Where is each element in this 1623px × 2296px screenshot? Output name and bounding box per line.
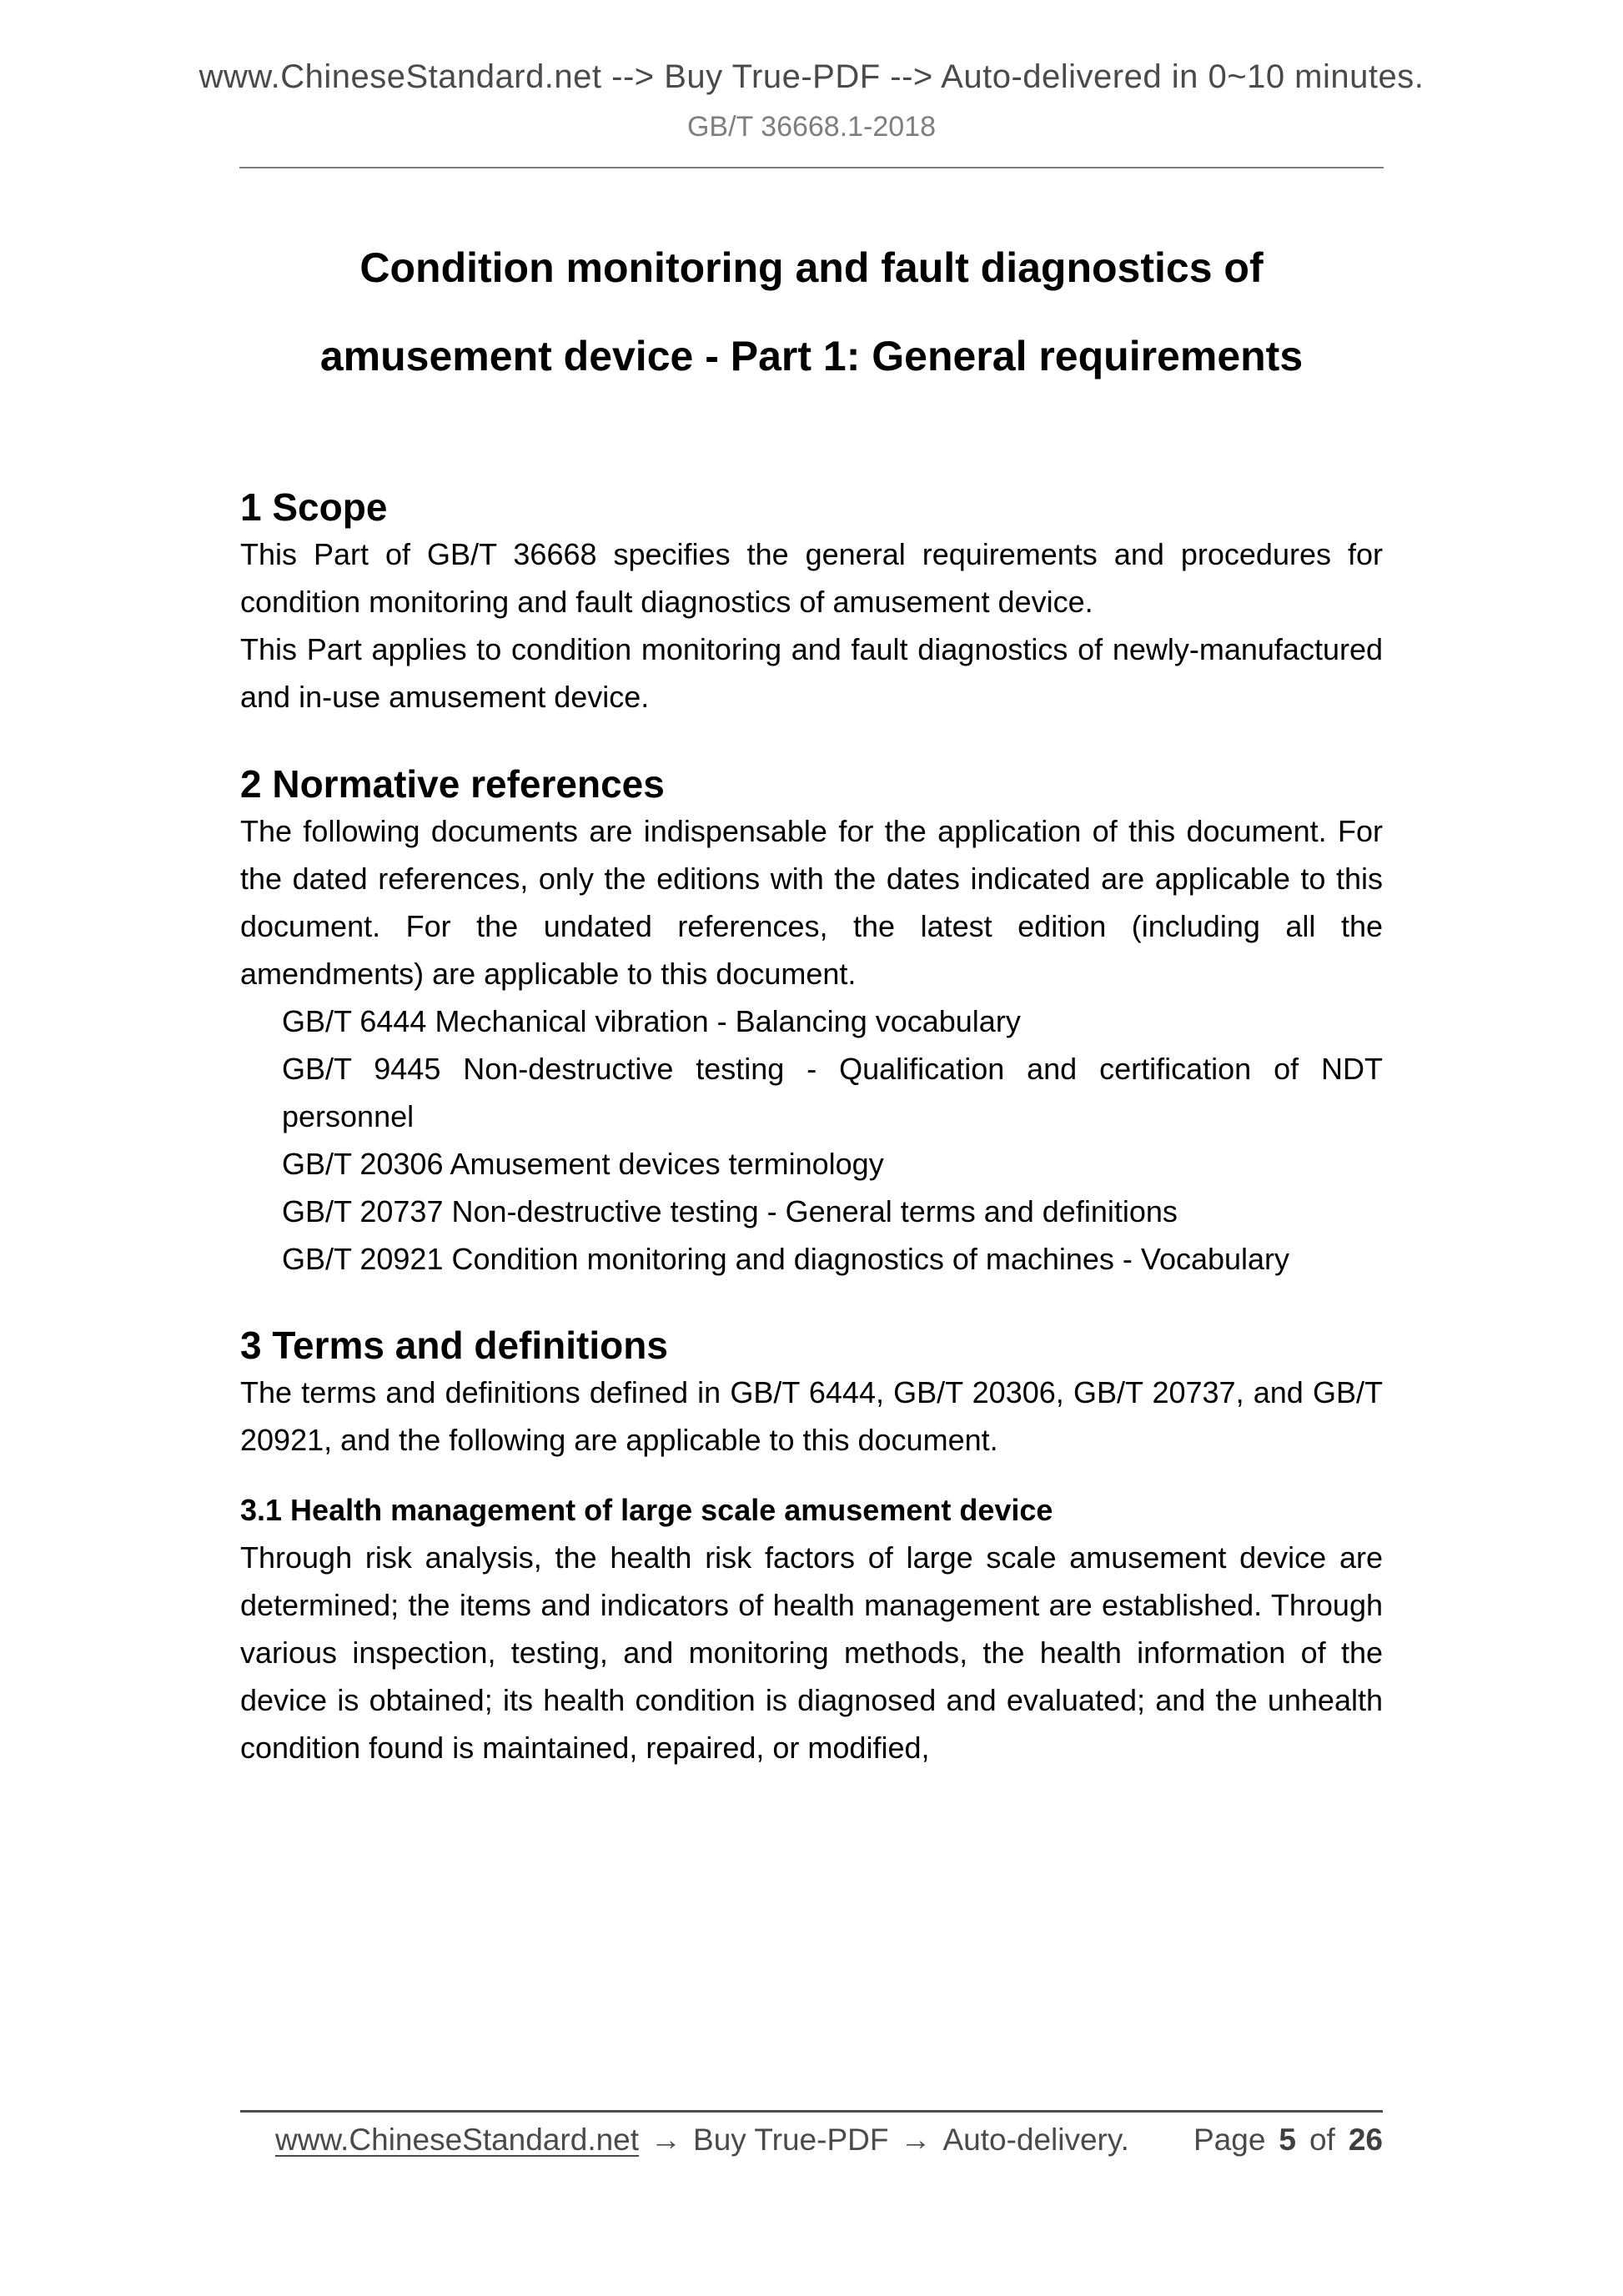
total-page-count: 26 [1348,2123,1383,2157]
normative-reference-item: GB/T 6444 Mechanical vibration - Balancing vocabulary [282,1004,1021,1038]
page-indicator [1193,2123,1383,2158]
normative-reference-item: GB/T 9445 Non-destructive testing - Qualification and certification of NDT personnel [282,1052,1383,1133]
scope-paragraph-1: This Part of GB/T 36668 specifies the general requirements and procedures for condition monitoring and fault diagnostics of amusement device. [240,537,1383,619]
normative-reference-item: GB/T 20306 Amusement devices terminology [282,1147,884,1181]
footer-text-row [240,2123,1383,2158]
section-heading-terms-definitions: 3 Terms and definitions [240,1324,668,1367]
of-label: of [1309,2123,1335,2157]
right-arrow-icon: → [651,2123,682,2157]
normative-reference-item: GB/T 20737 Non-destructive testing - General terms and definitions [282,1194,1178,1228]
header-tagline: www.ChineseStandard.net --> Buy True-PDF --> Auto-delivered in 0~10 minutes. [198,58,1425,95]
scope-paragraph-2: This Part applies to condition monitoring and fault diagnostics of newly-manufactured and in-use amusement device. [240,632,1383,714]
subsection-3-1-paragraph: Through risk analysis, the health risk factors of large scale amusement device are determined; the items and indicators of health management are established. Through various inspection, testing, and monitoring methods, the health information of the device is obtained; its health condition is diagnosed and evaluated; and the unhealth condition found is maintained, repaired, or modified, [240,1540,1383,1765]
terms-intro-paragraph: The terms and definitions defined in GB/T 6444, GB/T 20306, GB/T 20737, and GB/T 20921, and the following are applicable to this document. [240,1375,1383,1457]
footer-delivery-label: Auto-delivery. [942,2123,1129,2157]
header-divider [239,167,1384,168]
right-arrow-icon: → [900,2123,932,2157]
document-title-line-1: Condition monitoring and fault diagnostics of [359,244,1264,291]
section-heading-scope: 1 Scope [240,485,388,529]
page-label: Page [1193,2123,1266,2157]
current-page-number: 5 [1279,2123,1296,2157]
subsection-heading-3-1: 3.1 Health management of large scale amusement device [240,1493,1053,1527]
document-body [240,244,1383,1771]
section-heading-normative-references: 2 Normative references [240,762,665,806]
footer-divider [240,2110,1383,2113]
normative-reference-item: GB/T 20921 Condition monitoring and diagnostics of machines - Vocabulary [282,1242,1290,1276]
normative-references-intro: The following documents are indispensable for the application of this document. For the dated references, only the editions with the dates indicated are applicable to this document. For the undated references, the latest edition (including all the amendments) are applicable to this document. [240,814,1383,991]
document-title-line-2: amusement device - Part 1: General requirements [319,333,1304,379]
footer-buy-label: Buy True-PDF [693,2123,889,2157]
footer-site-link[interactable]: www.ChineseStandard.net [275,2123,640,2157]
page-header [0,0,1623,168]
footer-left-group [240,2123,1129,2158]
document-number: GB/T 36668.1-2018 [686,111,937,143]
page-footer [240,2110,1383,2158]
document-title [240,244,1383,380]
